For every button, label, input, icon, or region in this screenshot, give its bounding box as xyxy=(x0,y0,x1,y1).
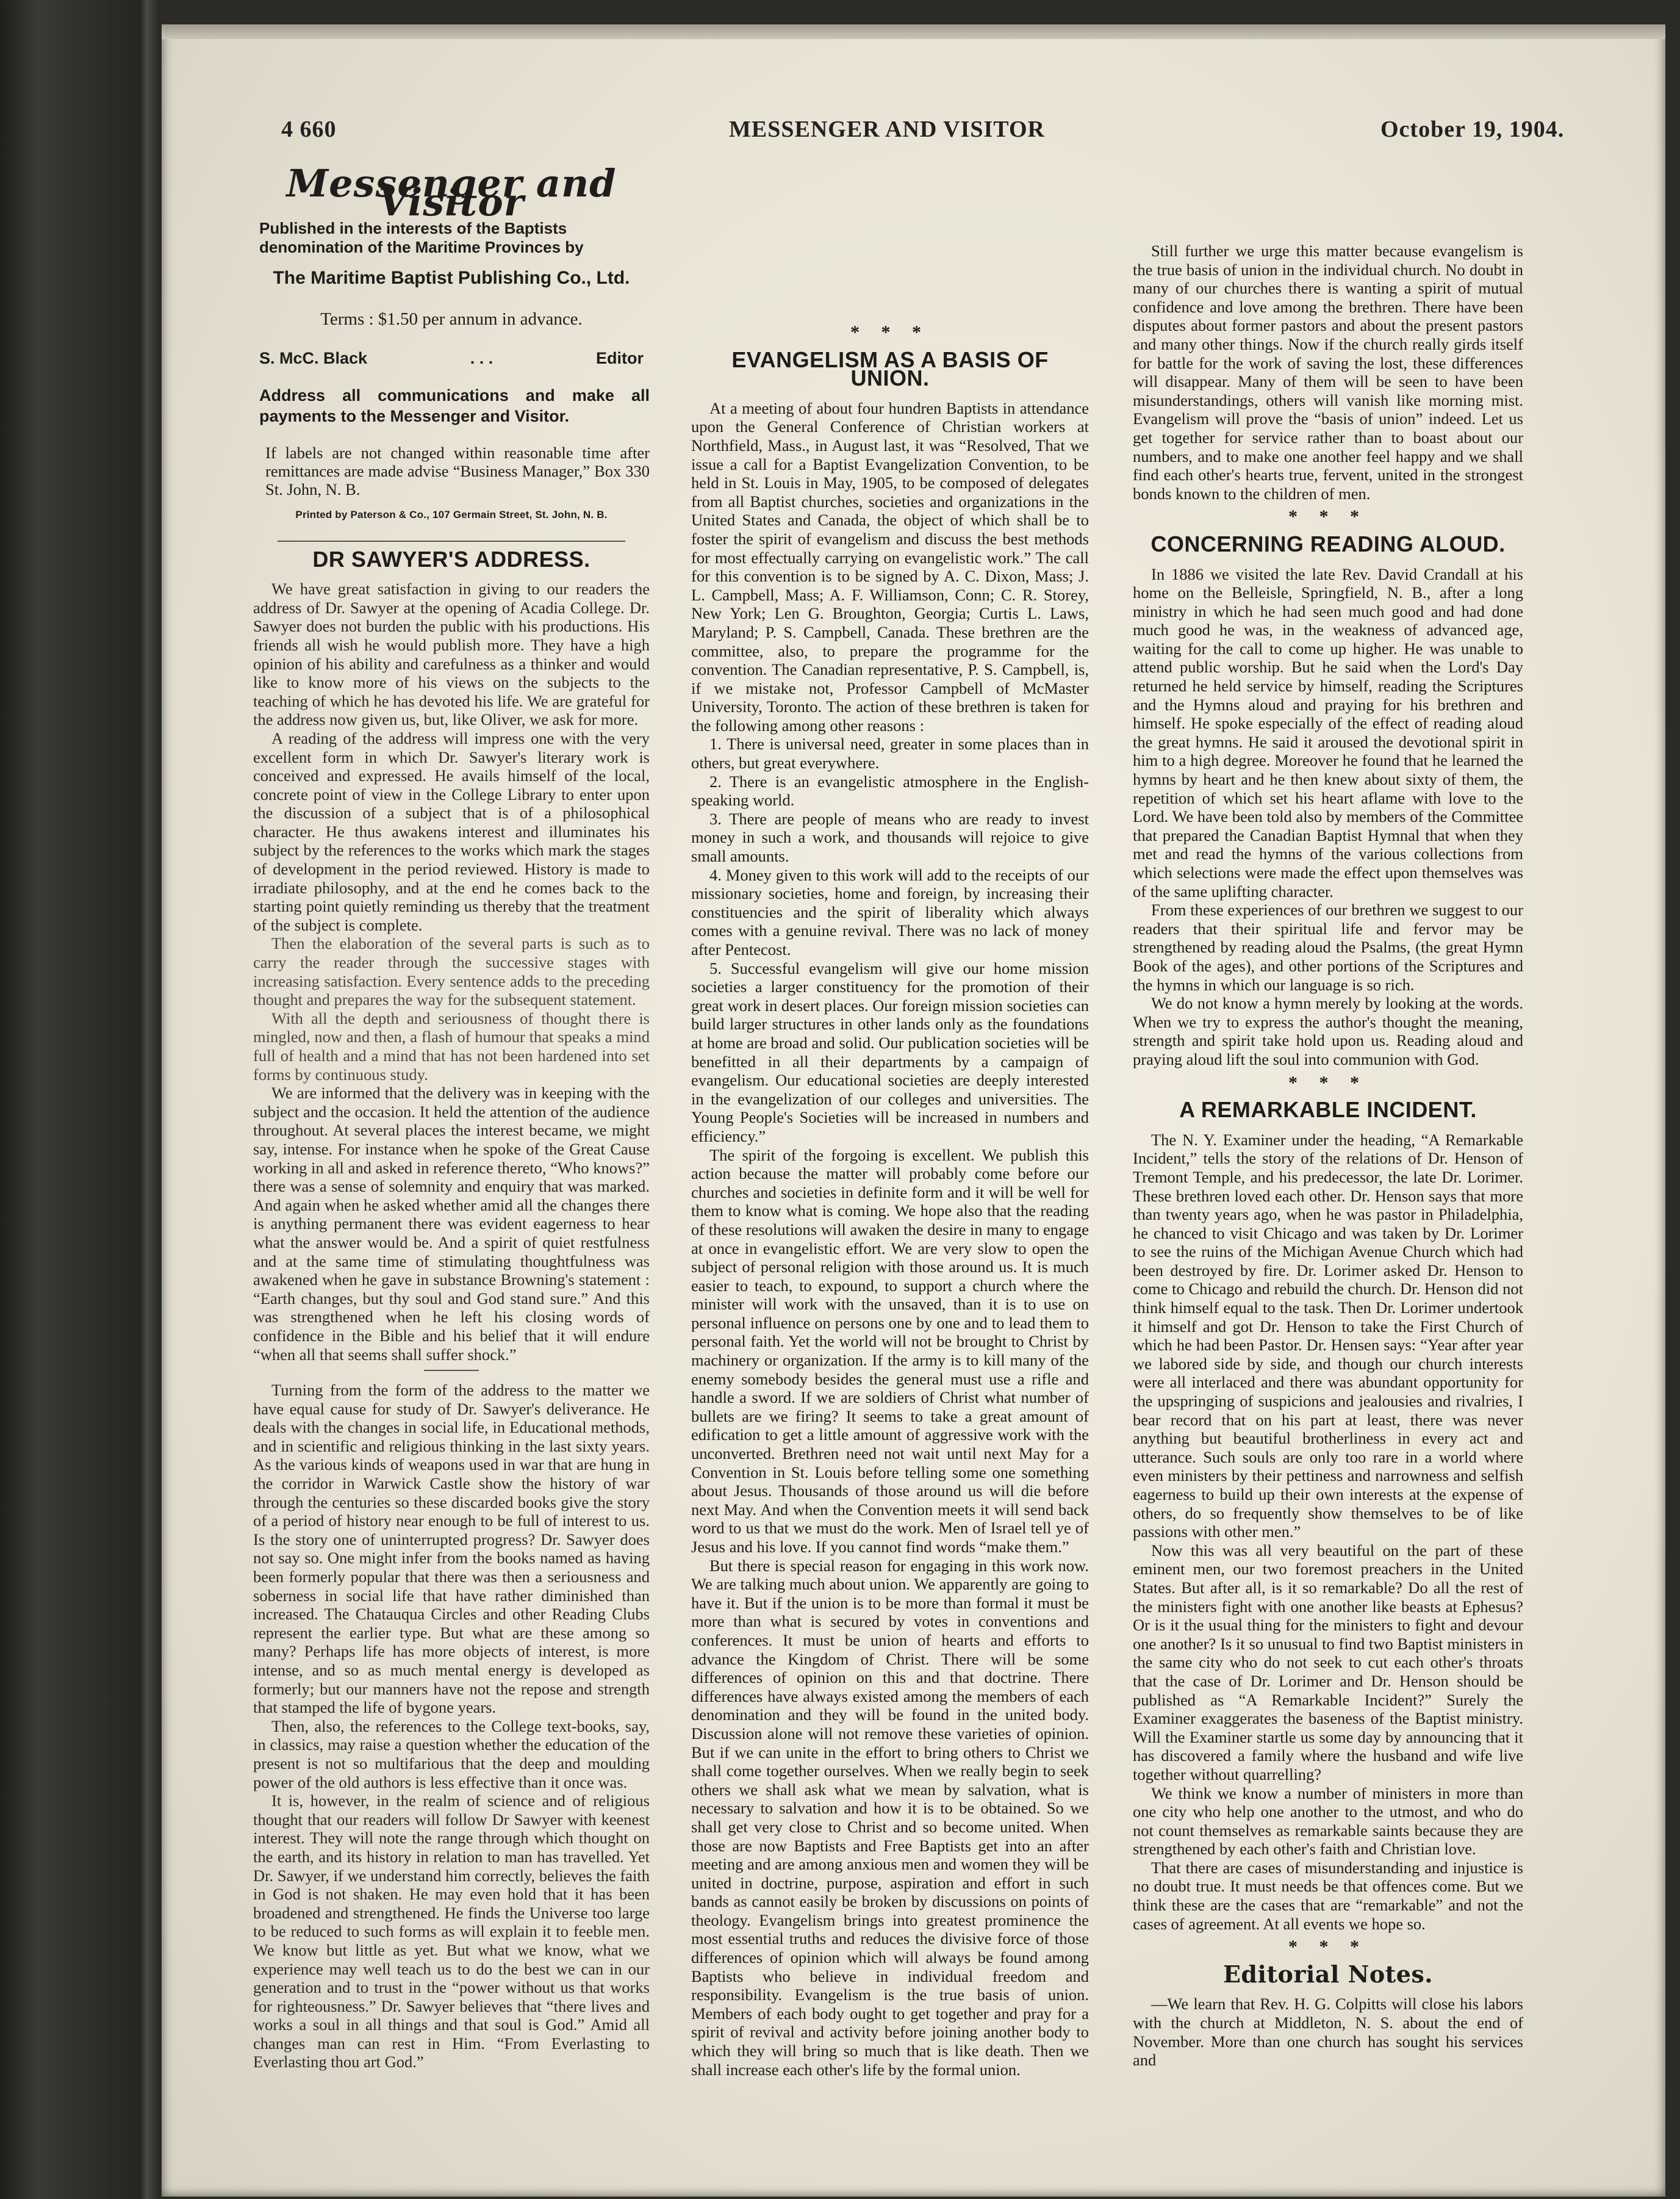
separator: * * * xyxy=(1288,1072,1368,1093)
paragraph: The spirit of the forgoing is excellent. We publish this action because the matter will probably come before our churches and societies in definite form and it will be well for them to know what is coming. We hope also that the reading of these resolutions will awaken the desire in many to engage at once in evangelistic effort. We are very slow to open the subject of personal religion with those around us. It is much easier to teach, to expound, to support a church where the minister will work with the unsaved, than it is to use on personal influence on persons one by one and to lead them to personal faith. Yet the world will not be brought to Christ by machinery or organization. If the army is to kill many of the enemy somebody besides the general must use a rifle and handle a sword. If we are soldiers of Christ what number of bullets are we firing? It seems to take a great amount of edification to get a little amount of aggressive work with the unconverted. Brethren need not wait until next May for a Convention in St. Louis before telling some one something about Jesus. Thousands of those around us will die before next May. And when the Convention meets it will send back word to us that we must do the work. Men of Israel tell ye of Jesus and his love. If you cannot find words “make them.” xyxy=(691,1145,1089,1556)
separator: * * * xyxy=(1288,506,1368,527)
running-title: MESSENGER AND VISITOR xyxy=(729,117,1045,142)
article-heading-evangelism: EVANGELISM AS A BASIS OF UNION. xyxy=(731,347,1049,391)
paragraph: At a meeting of about four hundren Baptists in attendance upon the General Conference of Christian workers at Northfield, Mass., in August last, it was “Resolved, That we issue a call for a Baptist Evangelization Convention, to be held in St. Louis in May, 1905, to be composed of delegates from all Baptist churches, societies and organizations in the United States and Canada, the object of which shall be to foster the spirit of evangelism and discuss the best methods for most effectually carrying on evangelistic work.” The call for this convention is to be signed by A. C. Dixon, Mass; J. L. Campbell, Mass; A. F. Williamson, Conn; C. R. Storey, New York; Len G. Broughton, Georgia; Curtis L. Laws, Maryland; P. S. Campbell, Canada. These brethren are the committee, also, to prepare the programme for the convention. The Canadian representative, P. S. Campbell, is, if we mistake not, Professor Campbell of McMaster University, Toronto. The action of these brethren is taken for the following among other reasons : xyxy=(691,398,1089,735)
paragraph: We think we know a number of ministers in more than one city who help one another to the utmost, and who do not count themselves as remarkable saints because they are strengthened by each other's faith and Christian love. xyxy=(1133,1783,1523,1859)
editor-line xyxy=(259,349,644,368)
paragraph: 2. There is an evangelistic atmosphere in the English-speaking world. xyxy=(691,772,1089,810)
article-heading-sawyer: DR SAWYER'S ADDRESS. xyxy=(312,546,591,572)
newspaper-page xyxy=(162,24,1665,2197)
editor-name: S. McC. Black xyxy=(259,349,368,368)
separator: * * * xyxy=(850,322,930,342)
masthead-title: Messenger and Visitor xyxy=(286,161,617,225)
paragraph: Turning from the form of the address to the matter we have equal cause for study of Dr. Sawyer's deliverance. He deals with the changes in social life, in Educational methods, and in scientific and religious thinking in the last sixty years. As the various kinds of weapons used in war that are hung in the corridor in Warwick Castle show the history of war through the centuries so these discarded books give the story of a period of history near enough to be full of interest to us. Is the story one of uninterrupted progress? Dr. Sawyer does not say so. One might infer from the books named as having been formerly popular that there was then a seriousness and soberness in social life that have rather diminished than increased. The Chatauqua Circles and other Reading Clubs represent the earlier type. But what are these among so many? Perhaps life has more objects of interest, is more intense, and so as much mental energy is developed as formerly; but our manners have not the repose and strength that stamped the life of bygone years. xyxy=(253,1381,650,1717)
paragraph: In 1886 we visited the late Rev. David Crandall at his home on the Belleisle, Springfield, N. B., after a long ministry in which he had seen much good and had done much good he was, in the weakness of advanced age, waiting for the call to come up higher. He was unable to attend public worship. But he said when the Lord's Day returned he held service by himself, reading the Scriptures and the Hymns aloud and praying for his brethren and himself. He spoke especially of the effect of reading aloud the great hymns. He said it aroused the devotional spirit in him to a high degree. Moreover he found that he learned the hymns by heart and he then knew about sixty of them, the repetition of which set his heart aflame with love to the Lord. We have been told also by members of the Committee that prepared the Canadian Baptist Hymnal that when they met and read the hymns of the various collections from which selections were made the effect upon themselves was of the same uplifting character. xyxy=(1133,564,1523,901)
divider xyxy=(278,541,625,542)
article-heading-incident: A REMARKABLE INCIDENT. xyxy=(1179,1097,1477,1123)
article-heading-reading: CONCERNING READING ALOUD. xyxy=(1151,531,1506,556)
labels-notice: If labels are not changed within reasonable time after remittances are made advise “Business Manager,” Box 330 St. John, N. B. xyxy=(265,443,650,498)
paragraph: We do not know a hymn merely by looking at the words. When we try to express the author's thought the meaning, strength and spirit take hold upon us. Reading aloud and praying aloud lift the soul into communion with God. xyxy=(1133,994,1523,1068)
top-border xyxy=(162,24,1665,39)
separator: * * * xyxy=(1288,1937,1368,1957)
paragraph: Still further we urge this matter because evangelism is the true basis of union in the individual church. No doubt in many of our churches there is wanting a spirit of mutual confidence and love among the brethren. There have been disputes about former pastors and about the present pastors and many other things. Now if the church really girds itself for battle for the work of saving the lost, these differences will disappear. Many of them will be seen to have been misunderstandings, others will vanish like morning mist. Evangelism will prove the “basis of union” indeed. Let us get together for service rather than to boast about our numbers, and to make one another feel happy and we shall find each other's hearts true, fervent, united in the strongest bonds known to the children of men. xyxy=(1133,242,1523,503)
paragraph: But there is special reason for engaging in this work now. We are talking much about union. We apparently are going to have it. But if the union is to be more than formal it must be more than what is secured by votes in conventions and conferences. It must be union of hearts and efforts to advance the Kingdom of Christ. There will be some differences of opinion on this and that doctrine. There differences have always existed among the members of each denomination and they will be found in the united body. Discussion alone will not remove these varieties of opinion. But if we can unite in the effort to bring others to Christ we shall come together ourselves. When we really begin to seek others we shall ask what we mean by salvation, what is necessary to salvation and how it is to be obtained. So we shall get very close to Christ and so become united. When those are now Baptists and Free Baptists get into an after meeting and are among anxious men and women they will be united in doctrine, purpose, aspiration and effort in such bands as cannot easily be broken by discussions on points of theology. Evangelism brings into greatest prominence the most essential truths and reduces the divisive force of those differences of opinion which will always be found among Baptists who believe in individual freedom and responsibility. Evangelism is the true basis of union. Members of each body ought to get together and pray for a spirit of revival and activity before joining another body to which they will bring so much that is like death. Then we shall increase each other's life by the formal union. xyxy=(691,1556,1089,2079)
column-3 xyxy=(1133,171,1523,2070)
address-notice: Address all communications and make all payments to the Messenger and Visitor. xyxy=(259,386,650,425)
masthead-subtitle: Published in the interests of the Baptists denomination of the Maritime Provinces by xyxy=(259,219,584,257)
page-number: 4 660 xyxy=(281,117,337,142)
subscription-terms: Terms : $1.50 per annum in advance. xyxy=(320,309,583,329)
paragraph: We are informed that the delivery was in keeping with the subject and the occasion. It held the attention of the audience throughout. At several places the interest became, we might say, intense. For instance when he spoke of the Great Cause working in all and asked in reference thereto, “Who knows?” there was a sense of solemnity and enquiry that was marked. And again when he asked whether amid all the changes there is anything permanent there was evident eagerness to hear what the answer would be. And a spirit of quiet restfulness and at the same time of stimulating thoughtfulness was awakened when he gave in substance Browning's statement : “Earth changes, but thy soul and God stand sure.” And this was strengthened when he left his closing words of confidence in the Bible and his belief that it will endure “when all that seems shall suffer shock.” xyxy=(253,1084,650,1364)
paragraph: 5. Successful evangelism will give our home mission societies a larger constituency for the promotion of their great work in desert places. Our foreign mission societies can build larger structures in other lands only as the foundations at home are broad and solid. Our publication societies will be benefitted in all their departments by a campaign of evangelism. Our educational societies are deeply interested in the evangelization of our colleges and universities. The Young People's Societies will be increased in numbers and efficiency.” xyxy=(691,959,1089,1145)
paragraph: Now this was all very beautiful on the part of these eminent men, our two foremost preachers in the United States. But after all, is it so remarkable? Do all the rest of the ministers fight with one another like beasts at Ephesus? Or is it the usual thing for the ministers to fight and devour one another? Is it so unusual to find two Baptist ministers in the same city who do not seek to cut each other's throats that the case of Dr. Lorimer and Dr. Henson should be published as “A Remarkable Incident?” Surely the Examiner exaggerates the baseness of the Baptist ministry. Will the Examiner startle us some day by announcing that it has discovered a family where the husband and wife live together without quarrelling? xyxy=(1133,1541,1523,1783)
paragraph: From these experiences of our brethren we suggest to our readers that their spiritual life and fervor may be strengthened by reading aloud the Psalms, (the great Hymn Book of the ages), and other portions of the Scriptures and the hymns in which our language is so rich. xyxy=(1133,901,1523,994)
printer-credit: Printed by Paterson & Co., 107 Germain Street, St. John, N. B. xyxy=(295,508,608,520)
editor-label: Editor xyxy=(596,349,644,368)
paragraph: 1. There is universal need, greater in some places than in others, but great everywhere. xyxy=(691,735,1089,772)
publisher-name: The Maritime Baptist Publishing Co., Ltd. xyxy=(273,268,630,289)
paragraph: Then, also, the references to the College text-books, say, in classics, may raise a question whether the education of the present is not so multifarious that the deep and moulding power of the old authors is less effective than it once was. xyxy=(253,1716,650,1791)
paragraph: That there are cases of misunderstanding and injustice is no doubt true. It must needs be that offences come. But we think these are the cases that are “remarkable” and not the cases of agreement. At all events we hope so. xyxy=(1133,1858,1523,1933)
divider xyxy=(424,1370,479,1371)
paragraph: Then the elaboration of the several parts is such as to carry the reader through the successive stages with increasing satisfaction. Every sentence adds to the preceding thought and prepares the way for the subsequent statement. xyxy=(253,934,650,1009)
paragraph: —We learn that Rev. H. G. Colpitts will close his labors with the church at Middleton, N. S. about the end of November. More than one church has sought his services and xyxy=(1133,1995,1523,2070)
paragraph: With all the depth and seriousness of thought there is mingled, now and then, a flash of humour that speaks a mind full of health and a mind that has not been hardened into set forms by continuous study. xyxy=(253,1009,650,1084)
paragraph: A reading of the address will impress one with the very excellent form in which Dr. Sawyer's literary work is conceived and expressed. He avails himself of the local, concrete point of view in the College Library to enter upon the discussion of a subject that is of a philosophical character. He thus awakens interest and illuminates his subject by the references to the works which mark the stages of development in the period reviewed. History is made to irradiate philosophy, and at the end he comes back to the starting point quietly reminding us thereby that the treatment of the subject is complete. xyxy=(253,729,650,934)
article-heading-notes: Editorial Notes. xyxy=(1222,1960,1434,1988)
paragraph: We have great satisfaction in giving to our readers the address of Dr. Sawyer at the opening of Acadia College. Dr. Sawyer does not burden the public with his productions. His friends all wish he would publish more. They have a high opinion of his ability and carefulness as a thinker and would like to know more of his views on the subjects to the teaching of which he has devoted his life. We are grateful for the address now given us, but, like Oliver, we ask for more. xyxy=(253,580,650,729)
issue-date: October 19, 1904. xyxy=(1380,117,1565,142)
paragraph: 3. There are people of means who are ready to invest money in such a work, and thousands will rejoice to give small amounts. xyxy=(691,809,1089,866)
paragraph: It is, however, in the realm of science and of religious thought that our readers will follow Dr Sawyer with keenest interest. They will note the range through which thought on the earth, and its history in relation to man has travelled. Yet Dr. Sawyer, if we understand him correctly, believes the faith in God is not shaken. He may even hold that it has been broadened and strengthened. He finds the Universe too large to be reduced to such forms as will explain it to feeble men. We know but little as yet. But what we know, what we experience may well teach us to do the best we can in our generation and to trust in the “power without us that works for righteousness.” Dr. Sawyer believes that “there lives and works a soul in all things and that soul is God.” Amid all changes man can rest in Him. “From Everlasting to Everlasting thou art God.” xyxy=(253,1791,650,2071)
column-1 xyxy=(253,161,650,2071)
column-2 xyxy=(691,171,1089,2079)
paragraph: The N. Y. Examiner under the heading, “A Remarkable Incident,” tells the story of the relations of Dr. Henson of Tremont Temple, and his predecessor, the late Dr. Lorimer. These brethren loved each other. Dr. Henson says that more than twenty years ago, when he was pastor in Philadelphia, he chanced to visit Chicago and was taken by Dr. Lorimer to see the ruins of the Michigan Avenue Church which had been destroyed by fire. Dr. Lorimer asked Dr. Henson to come to Chicago and rebuild the church. Dr. Henson did not think himself equal to the task. Then Dr. Lorimer undertook it himself and got Dr. Henson to take the First Church of which he had been Pastor. Dr. Hensen says: “Year after year we labored side by side, and though our church interests were all interlaced and there was abundant opportunity for the upspringing of suspicions and jealousies and rivalries, I bear record that on his part at least, there was never anything but beautiful brotherliness in every act and utterance. Such souls are only too rare in a world where even ministers by their pettiness and narrowness and selfish eagerness to build up their own interests at the expense of others, do so frequently show themselves to be of like passions with other men.” xyxy=(1133,1130,1523,1541)
paragraph: 4. Money given to this work will add to the receipts of our missionary societies, home and foreign, by increasing their constituencies and the spirit of liberality which always comes with a genuine revival. There was no lack of money after Pentecost. xyxy=(691,865,1089,959)
editor-dots: . . . xyxy=(470,349,494,368)
